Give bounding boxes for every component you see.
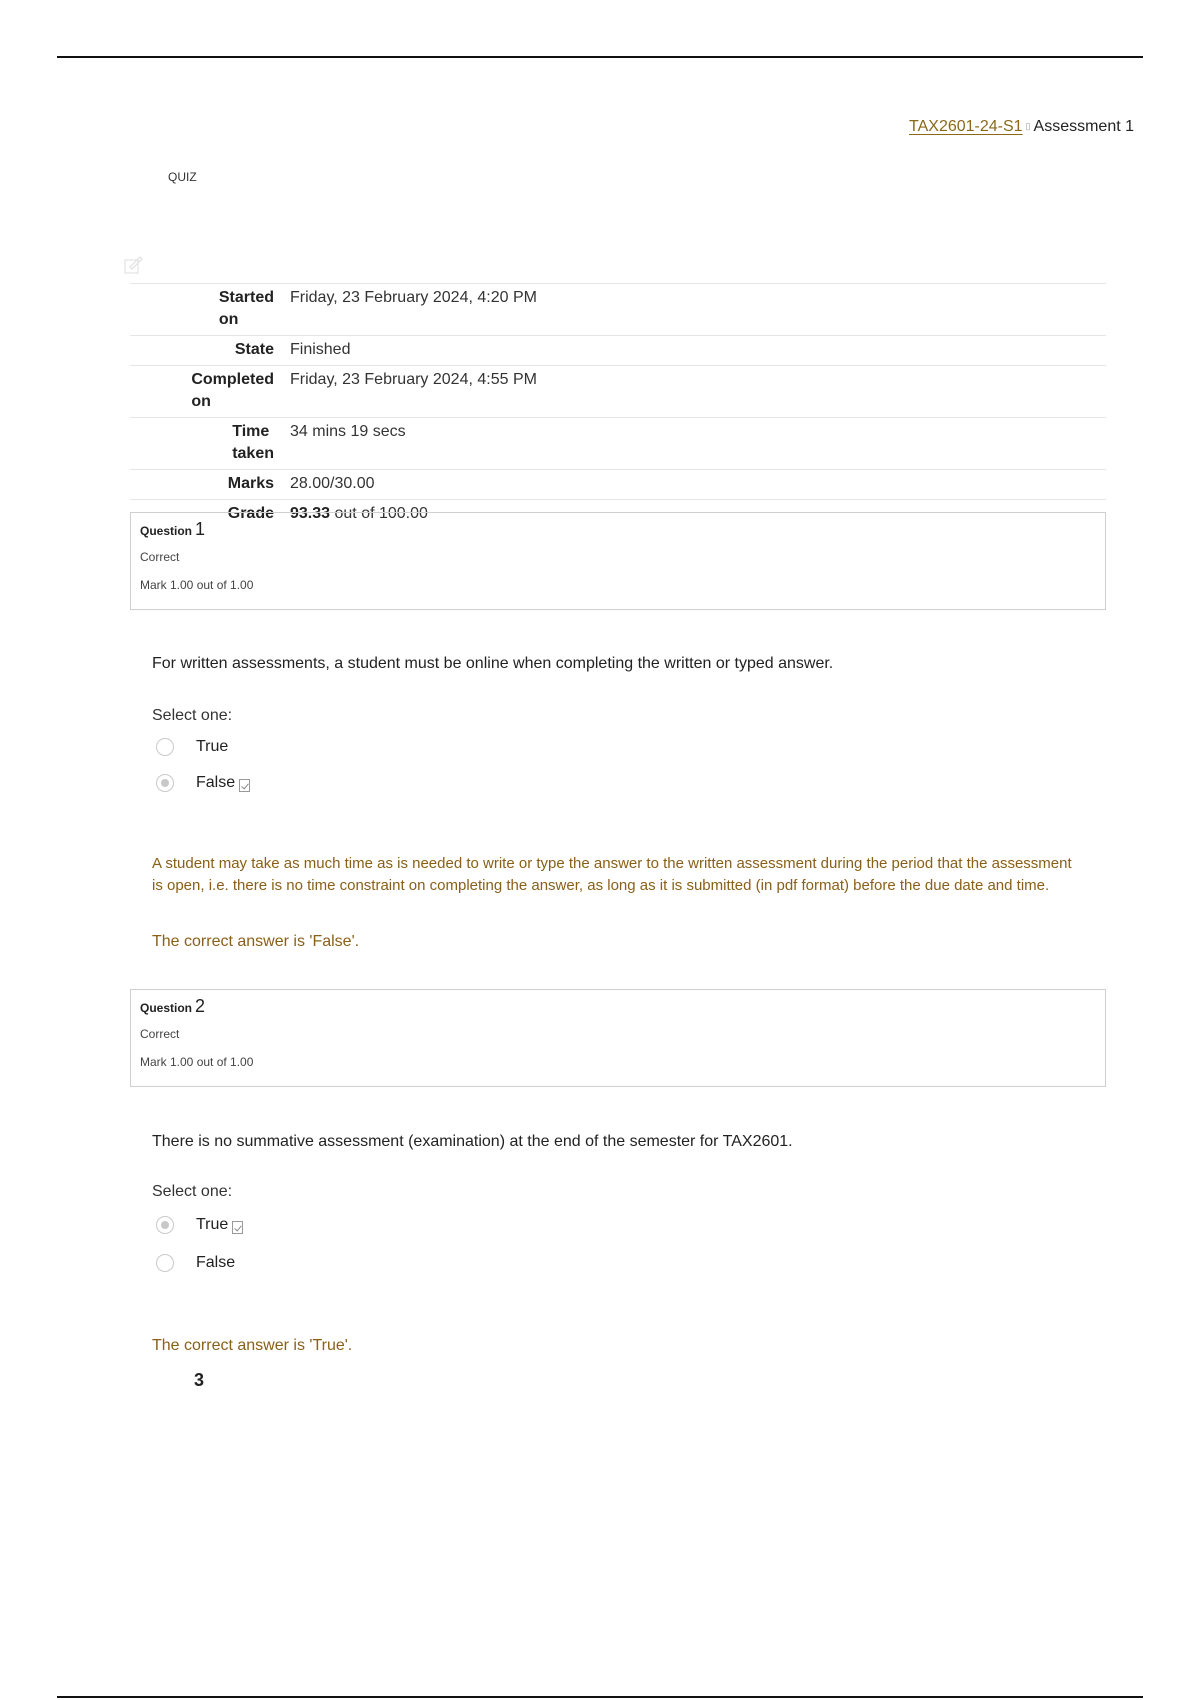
radio-button[interactable]	[156, 738, 174, 756]
option-label: False	[196, 774, 236, 791]
question-2-right-answer: The correct answer is 'True'.	[152, 1337, 353, 1354]
question-2-prompt: Select one:	[152, 1183, 233, 1200]
summary-label: Completed	[191, 371, 274, 388]
correct-check-icon	[239, 779, 250, 792]
breadcrumb	[909, 118, 1134, 136]
question-1-text: For written assessments, a student must be online when completing the written or typed answer.	[152, 655, 834, 672]
question-mark: Mark 1.00 out of 1.00	[140, 1055, 254, 1069]
summary-row-state	[130, 336, 1106, 366]
top-rule	[57, 56, 1143, 58]
grade-suffix: out of 100.00	[334, 505, 428, 522]
radio-button[interactable]	[156, 1254, 174, 1272]
question-2-info	[130, 989, 1106, 1087]
question-1-option-false[interactable]	[156, 771, 250, 795]
summary-row-completed	[130, 366, 1106, 418]
question-3-number: 3	[194, 1370, 205, 1390]
summary-label: taken	[232, 445, 274, 462]
summary-label: on	[218, 311, 239, 328]
option-label: True	[196, 1216, 229, 1233]
question-state: Correct	[140, 1027, 180, 1041]
quiz-label: QUIZ	[168, 170, 197, 184]
radio-button-selected[interactable]	[156, 774, 174, 792]
option-label: False	[196, 1254, 236, 1271]
summary-row-marks	[130, 470, 1106, 500]
question-2-option-false[interactable]	[156, 1251, 235, 1275]
summary-label: on	[191, 393, 211, 410]
question-1-prompt: Select one:	[152, 707, 233, 724]
question-number: 1	[195, 519, 206, 539]
question-2-text: There is no summative assessment (examination) at the end of the semester for TAX2601.	[152, 1133, 793, 1150]
question-1-info	[130, 512, 1106, 610]
summary-row-time-taken	[130, 418, 1106, 470]
breadcrumb-separator-icon: ▯	[1025, 121, 1031, 132]
summary-label: Marks	[227, 475, 274, 492]
radio-button-selected[interactable]	[156, 1216, 174, 1234]
question-1-option-true[interactable]	[156, 735, 228, 759]
question-number: 2	[195, 996, 206, 1016]
summary-label: Grade	[227, 505, 274, 522]
summary-value: Friday, 23 February 2024, 4:20 PM	[290, 284, 1106, 336]
summary-value: 34 mins 19 secs	[290, 418, 1106, 470]
attempt-summary-table	[130, 283, 1106, 529]
edit-icon	[124, 255, 144, 275]
question-label: Question	[140, 524, 193, 538]
breadcrumb-current: Assessment 1	[1033, 118, 1134, 135]
bottom-rule	[57, 1696, 1143, 1698]
question-label: Question	[140, 1001, 193, 1015]
summary-label: Time	[232, 423, 270, 440]
correct-check-icon	[232, 1221, 243, 1234]
option-label: True	[196, 738, 229, 755]
question-state: Correct	[140, 550, 180, 564]
summary-value: Finished	[290, 336, 1106, 366]
grade-value: 93.33	[290, 505, 331, 522]
summary-label: State	[234, 341, 274, 358]
question-1-feedback: A student may take as much time as is needed to write or type the answer to the written assessment during the period that the assessment is open, i.e. there is no time constraint on completing the answer, as long as it is submitted (in pdf format) before the due date and time.	[152, 855, 1072, 894]
summary-label: Started	[218, 289, 274, 306]
question-1-right-answer: The correct answer is 'False'.	[152, 933, 360, 950]
question-mark: Mark 1.00 out of 1.00	[140, 578, 254, 592]
question-2-option-true[interactable]	[156, 1213, 243, 1237]
summary-value: 28.00/30.00	[290, 470, 1106, 500]
summary-value: Friday, 23 February 2024, 4:55 PM	[290, 366, 1106, 418]
breadcrumb-course-link[interactable]: TAX2601-24-S1	[909, 118, 1023, 135]
summary-row-started	[130, 284, 1106, 336]
